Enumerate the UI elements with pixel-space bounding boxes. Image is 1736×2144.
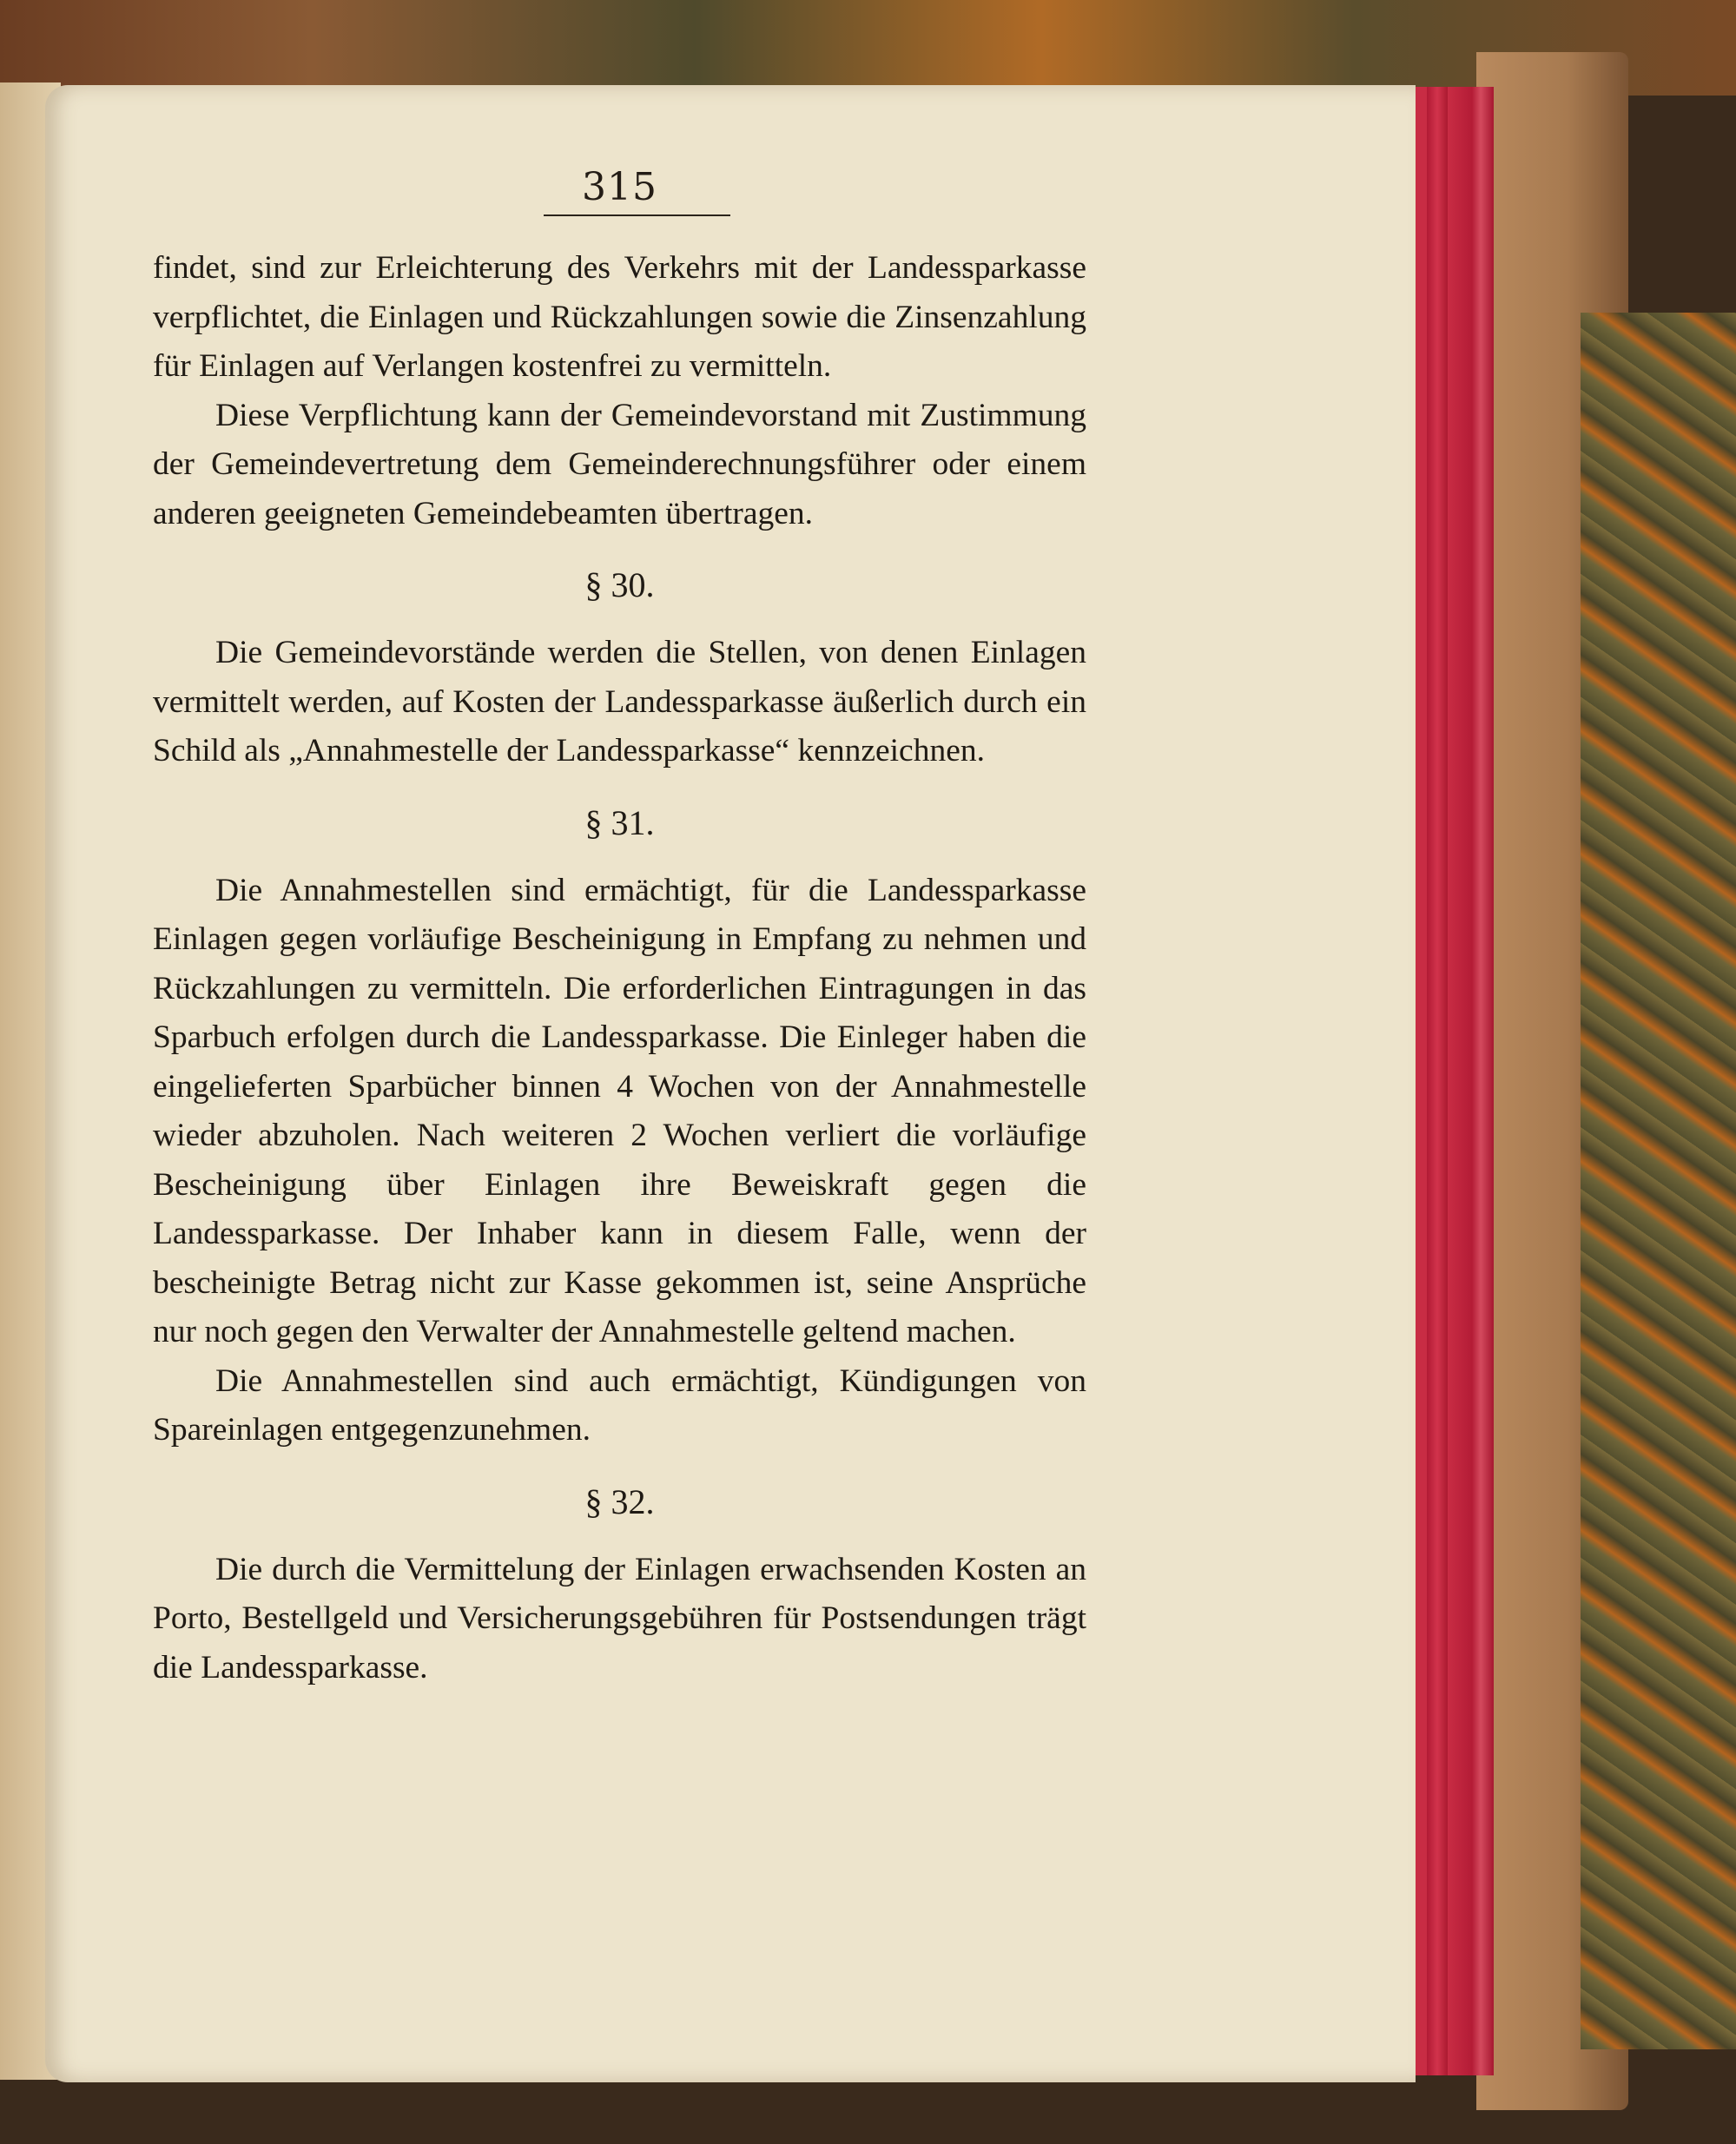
page-text — [153, 165, 1086, 1692]
marbled-cover-right — [1581, 313, 1736, 2049]
paragraph-intro-2: Diese Verpflichtung kann der Gemeindevorstand mit Zustimmung der Gemeindevertretung dem Gemeinderechnungsführer oder einem anderen geeigneten Gemeindebeamten übertragen. — [153, 397, 1086, 531]
page-number: 315 — [582, 165, 657, 209]
paragraph-31-1: Die Annahmestellen sind ermächtigt, für die Landessparkasse Einlagen gegen vorläufige Bescheinigung in Empfang zu nehmen und Rückzahlungen zu vermitteln. Die erforderlichen Eintragungen in das Sparbuch erfolgen durch die Landessparkasse. Die Einleger haben die eingelieferten Sparbücher binnen 4 Wochen von der Annahmestelle wieder abzuholen. Nach weiteren 2 Wochen verliert die vorläufige Bescheinigung über Einlagen ihre Beweiskraft gegen die Landessparkasse. Der Inhaber kann in diesem Falle, wenn der bescheinigte Betrag nicht zur Kasse gekommen ist, seine Ansprüche nur noch gegen den Verwalter der Annahmestelle geltend machen. — [153, 872, 1086, 1349]
paragraph-31-2: Die Annahmestellen sind auch ermächtigt, Kündigungen von Spareinlagen entgegenzunehmen. — [153, 1362, 1086, 1448]
paragraph-intro-1: findet, sind zur Erleichterung des Verkehrs mit der Landessparkasse verpflichtet, die Einlagen und Rückzahlungen sowie die Zinsenzahlung für Einlagen auf Verlangen kostenfrei zu vermitteln. — [153, 250, 1086, 384]
paragraph-32-1: Die durch die Vermittelung der Einlagen erwachsenden Kosten an Porto, Bestellgeld und Versicherungsgebühren für Postsendungen trägt die Landessparkasse. — [153, 1551, 1086, 1686]
section-heading-32: § 32. — [584, 1481, 655, 1521]
paragraph-30-1: Die Gemeindevorstände werden die Stellen, von denen Einlagen vermittelt werden, auf Kosten der Landessparkasse äußerlich durch ein Schild als „Annahmestelle der Landessparkasse“ kennzeichnen. — [153, 635, 1086, 769]
header-rule — [544, 214, 730, 216]
section-heading-31: § 31. — [584, 802, 655, 842]
section-heading-30: § 30. — [584, 565, 655, 604]
